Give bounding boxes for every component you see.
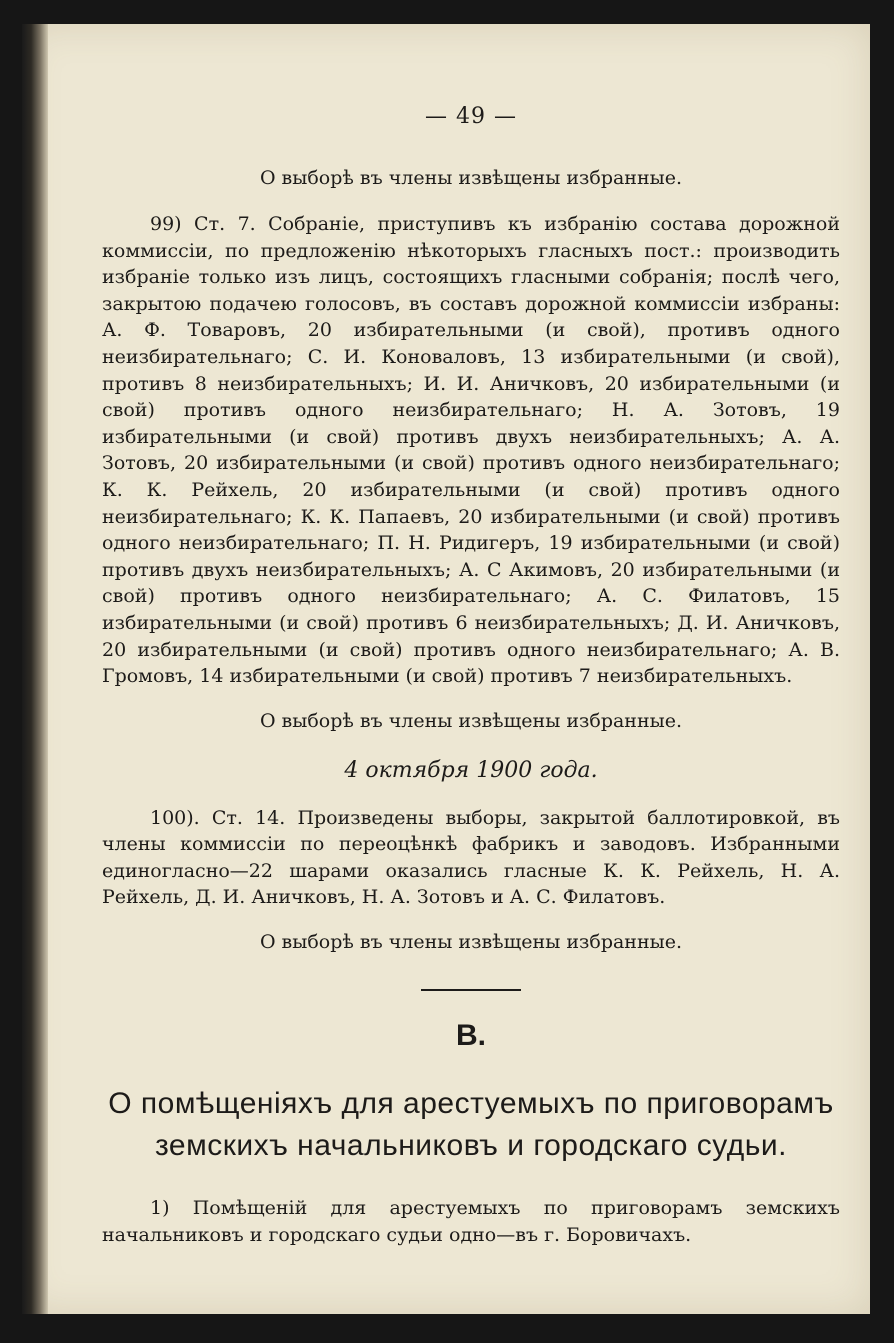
book-page	[22, 24, 870, 1314]
page-number: — 49 —	[425, 104, 517, 129]
section-heading: О помѣщеніяхъ для арестуемыхъ по приговорамъ земскихъ начальниковъ и городскаго судьи.	[108, 1087, 834, 1163]
section-divider	[421, 989, 521, 991]
paragraph-1: 1) Помѣщеній для арестуемыхъ по приговорамъ земскихъ начальниковъ и городскаго судьи одно—въ г. Боровичахъ.	[102, 1197, 840, 1246]
book-spine-shadow	[22, 24, 48, 1314]
election-notice: О выборѣ въ члены извѣщены избранные.	[259, 931, 683, 954]
election-notice: О выборѣ въ члены извѣщены избранные.	[259, 709, 683, 732]
page-content	[102, 104, 840, 1248]
paragraph-100: 100). Ст. 14. Произведены выборы, закрытой баллотировкой, въ члены коммиссіи по переоцѣнкѣ фабрикъ и заводовъ. Избранными единогласно—22 шарами оказались гласные К. К. Рейхель, Н. А. Рейхель, Д. И. Аничковъ, Н. А. Зотовъ и А. С. Филатовъ.	[102, 806, 840, 909]
paragraph-99: 99) Ст. 7. Собраніе, приступивъ къ избранію состава дорожной коммиссіи, по предложенію нѣкоторыхъ гласныхъ пост.: производить избраніе только изъ лицъ, состоящихъ гласными собранія; послѣ чего, закрытою подачею голосовъ, въ составъ дорожной коммиссіи избраны: А. Ф. Товаровъ, 20 избирательными (и свой), противъ одного неизбирательнаго; С. И. Коноваловъ, 13 избирательными (и свой), противъ 8 неизбирательныхъ; И. И. Аничковъ, 20 избирательными (и свой) противъ одного неизбирательнаго; Н. А. Зотовъ, 19 избирательными (и свой) противъ двухъ неизбирательныхъ; А. А. Зотовъ, 20 избирательными (и свой) противъ одного неизбирательнаго; К. К. Рейхель, 20 избирательными (и свой) противъ одного неизбирательнаго; К. К. Папаевъ, 20 избирательными (и свой) противъ одного неизбирательнаго; П. Н. Ридигеръ, 19 избирательными (и свой) противъ двухъ неизбирательныхъ; А. С Акимовъ, 20 избирательными (и свой) противъ одного неизбирательнаго; А. С. Филатовъ, 15 избирательными (и свой) противъ 6 неизбирательныхъ; Д. И. Аничковъ, 20 избирательными (и свой) противъ одного неизбирательнаго; А. В. Громовъ, 14 избирательными (и свой) противъ 7 неизбирательныхъ.	[102, 213, 840, 688]
election-notice: О выборѣ въ члены извѣщены избранные.	[259, 167, 683, 189]
section-letter: В.	[456, 1019, 486, 1053]
date-heading: 4 октября 1900 года.	[344, 757, 598, 783]
